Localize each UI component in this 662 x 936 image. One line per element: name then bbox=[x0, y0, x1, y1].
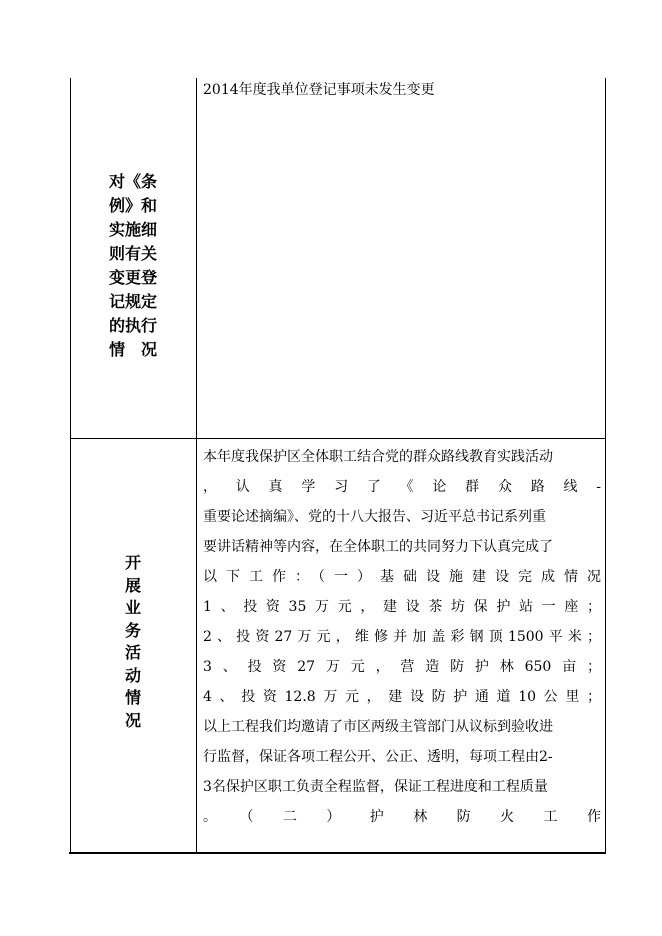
row1-label-line: 变更登 bbox=[108, 268, 157, 287]
row2-label-char: 情 bbox=[124, 688, 141, 707]
row1-label-line: 例》和 bbox=[108, 196, 157, 215]
content-line: 。（二）护林防火工作 bbox=[203, 809, 601, 825]
row1-label-line: 的执行 bbox=[108, 316, 157, 335]
row-divider bbox=[70, 438, 606, 439]
row2-label-char: 务 bbox=[124, 620, 141, 640]
row1-content: 2014年度我单位登记事项未发生变更 bbox=[203, 82, 435, 98]
table-bottom-border bbox=[69, 852, 606, 854]
table-left-border bbox=[70, 78, 71, 854]
row1-label-line: 实施细 bbox=[108, 220, 157, 239]
content-line: 1、投资35万元，建设茶坊保护站一座； bbox=[203, 599, 601, 615]
row1-label-line: 记规定 bbox=[108, 292, 157, 311]
content-line: 4、投资12.8万元，建设防护通道10公里； bbox=[203, 689, 601, 705]
row2-label-char: 展 bbox=[124, 575, 141, 595]
row2-content bbox=[203, 442, 601, 832]
row2-label-char: 业 bbox=[124, 598, 141, 617]
row2-label-char: 开 bbox=[124, 553, 141, 572]
content-line: 行监督，保证各项工程公开、公正、透明，每项工程由2- bbox=[203, 749, 553, 765]
row1-label-line: 情 况 bbox=[108, 340, 157, 359]
content-line: 重要论述摘编》、党的十八大报告、习近平总书记系列重 bbox=[203, 509, 546, 525]
column-divider bbox=[196, 78, 197, 854]
content-line: 3名保护区职工负责全程监督，保证工程进度和工程质量 bbox=[203, 779, 548, 795]
content-line: 要讲话精神等内容，在全体职工的共同努力下认真完成了 bbox=[203, 539, 553, 555]
content-line: 2、投资27万元，维修并加盖彩钢顶1500平米； bbox=[203, 629, 601, 645]
row2-label-char: 活 bbox=[124, 643, 141, 662]
content-line: ，认真学习了《论群众路线- bbox=[203, 479, 601, 495]
row2-label-char: 动 bbox=[124, 665, 141, 685]
content-line: 以上工程我们均邀请了市区两级主管部门从议标到验收进 bbox=[203, 719, 553, 735]
content-line: 3、投资27万元，营造防护林650亩； bbox=[203, 659, 601, 675]
row2-label bbox=[118, 552, 148, 732]
table-right-border bbox=[605, 78, 606, 854]
row1-label-line: 对《条 bbox=[108, 172, 157, 191]
row1-label-line: 则有关 bbox=[108, 244, 157, 263]
row2-label-char: 况 bbox=[124, 710, 141, 730]
content-line: 本年度我保护区全体职工结合党的群众路线教育实践活动 bbox=[203, 449, 553, 465]
content-line: 以下工作：（一）基础设施建设完成情况 bbox=[203, 569, 601, 585]
row1-label bbox=[100, 170, 166, 362]
